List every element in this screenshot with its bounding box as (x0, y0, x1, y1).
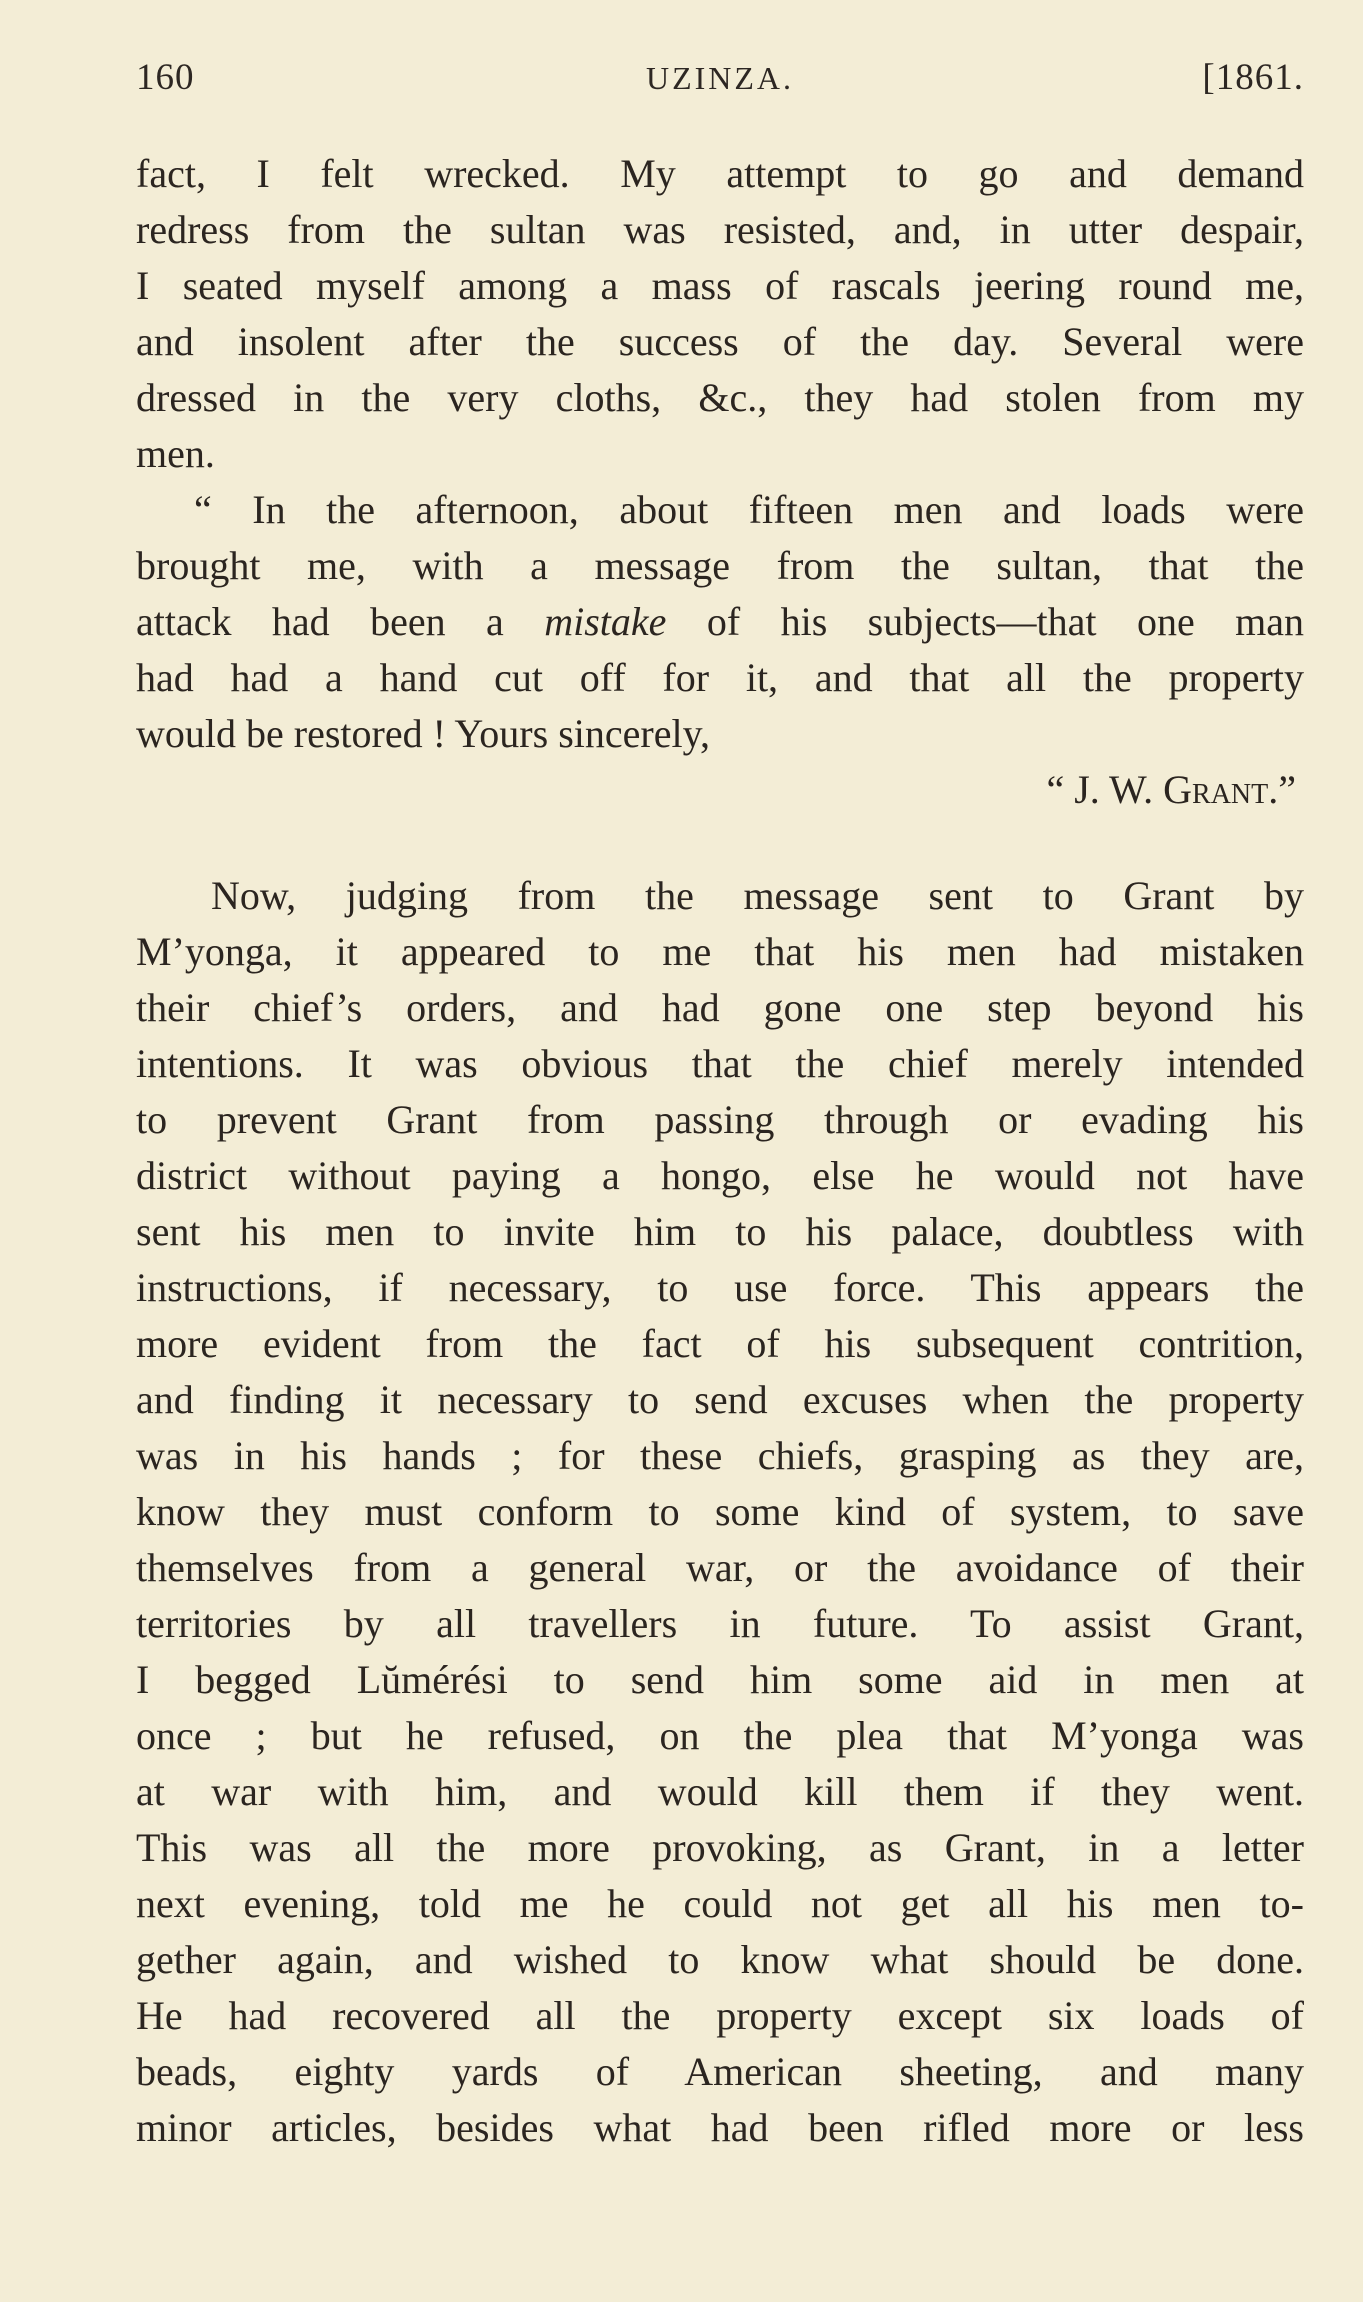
letter-line: I seated myself among a mass of rascals jeering round me, (136, 263, 1304, 308)
text-block (136, 146, 1304, 2156)
narrative-line: intentions. It was obvious that the chief merely intended (136, 1041, 1304, 1086)
running-title: UZINZA. (645, 60, 795, 96)
year-marker: [1861. (1202, 57, 1304, 98)
narrative-line: This was all the more provoking, as Grant, in a letter (136, 1825, 1304, 1870)
narrative-line: to prevent Grant from passing through or evading his (136, 1097, 1304, 1142)
narrative-line: He had recovered all the property except six loads of (136, 1993, 1304, 2038)
postscript-line: would be restored ! Yours sincerely, (136, 711, 710, 756)
narrative-line: more evident from the fact of his subsequent contrition, (136, 1321, 1304, 1366)
postscript-line (136, 594, 1304, 650)
narrative-line: once ; but he refused, on the plea that M’yonga was (136, 1713, 1304, 1758)
narrative-line: gether again, and wished to know what should be done. (136, 1937, 1304, 1982)
postscript-line: “ In the afternoon, about fifteen men and loads were (194, 487, 1304, 532)
narrative-line: themselves from a general war, or the avoidance of their (136, 1545, 1304, 1590)
running-head (136, 56, 1304, 112)
narrative-line: next evening, told me he could not get all his men to- (136, 1881, 1304, 1926)
narrative-line: district without paying a hongo, else he would not have (136, 1153, 1304, 1198)
narrative-line: know they must conform to some kind of system, to save (136, 1489, 1304, 1534)
letter-line: fact, I felt wrecked. My attempt to go and demand (136, 151, 1304, 196)
postscript-line: had had a hand cut off for it, and that all the property (136, 655, 1304, 700)
narrative-line: beads, eighty yards of American sheeting, and many (136, 2049, 1304, 2094)
narrative-line: instructions, if necessary, to use force. This appears the (136, 1265, 1304, 1310)
narrative-line: M’yonga, it appeared to me that his men had mistaken (136, 929, 1304, 974)
letter-line: and insolent after the success of the day. Several were (136, 319, 1304, 364)
narrative-line: and finding it necessary to send excuses when the property (136, 1377, 1304, 1422)
narrative-line: at war with him, and would kill them if they went. (136, 1769, 1304, 1814)
postscript-line-end: of his subjects—that one man (666, 599, 1304, 644)
letter-line: redress from the sultan was resisted, and, in utter despair, (136, 207, 1304, 252)
page-number: 160 (136, 57, 195, 98)
postscript-line: brought me, with a message from the sultan, that the (136, 543, 1304, 588)
emphasis-mistake: mistake (544, 599, 667, 644)
letter-line: dressed in the very cloths, &c., they had stolen from my (136, 375, 1304, 420)
postscript-line-start: attack had been a (136, 599, 545, 644)
narrative-line: sent his men to invite him to his palace, doubtless with (136, 1209, 1304, 1254)
narrative-line: I begged Lŭmérési to send him some aid in men at (136, 1657, 1304, 1702)
paragraph-gap (136, 818, 1304, 868)
letter-line: men. (136, 431, 215, 476)
narrative-line: Now, judging from the message sent to Grant by (211, 873, 1304, 918)
narrative-line: their chief’s orders, and had gone one step beyond his (136, 985, 1304, 1030)
signature: “ J. W. Grant.” (1046, 767, 1296, 812)
narrative-line: minor articles, besides what had been rifled more or less (136, 2105, 1304, 2150)
narrative-line: was in his hands ; for these chiefs, grasping as they are, (136, 1433, 1304, 1478)
narrative-line: territories by all travellers in future. To assist Grant, (136, 1601, 1304, 1646)
